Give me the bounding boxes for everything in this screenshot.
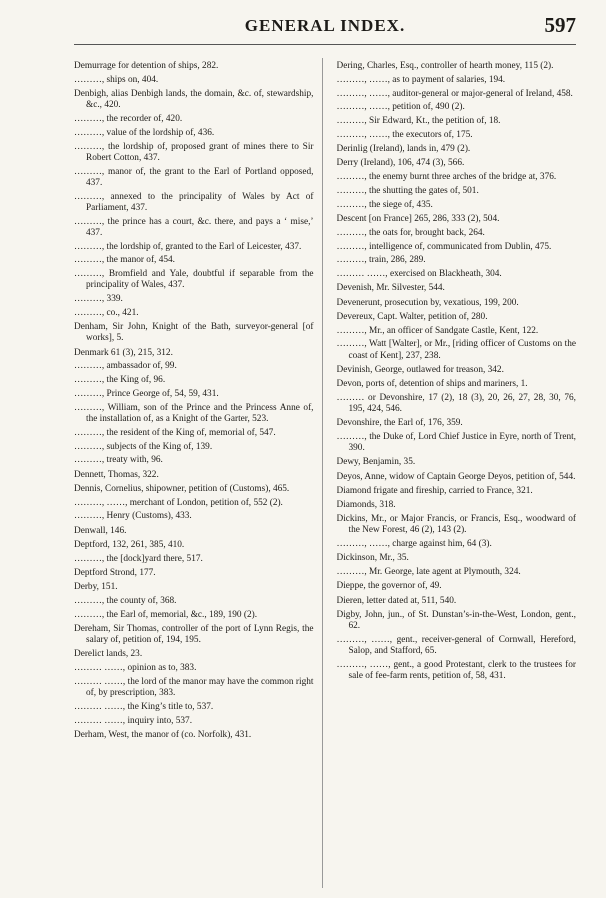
index-entry: ………, William, son of the Prince and the Princess Anne of, the installation of, as a Knight of the Garter, 523. <box>74 402 314 424</box>
index-entry: ………, the Earl of, memorial, &c., 189, 190 (2). <box>74 609 258 620</box>
index-entry: ………, the [dock]yard there, 517. <box>74 553 203 564</box>
index-entry: Dickins, Mr., or Major Francis, or Francis, Esq., woodward of the New Forest, 46 (2), 143 (2). <box>336 514 576 536</box>
index-entry: ………, ……, petition of, 490 (2). <box>336 102 465 113</box>
page-header <box>74 10 576 45</box>
index-entry: ……… ……, exercised on Blackheath, 304. <box>336 269 502 280</box>
index-entry: ………, Henry (Customs), 433. <box>74 511 192 522</box>
index-entry: ………, treaty with, 96. <box>74 455 163 466</box>
index-entry: ………, the lordship of, proposed grant of mines there to Sir Robert Cotton, 437. <box>74 141 314 163</box>
index-entry: Dennett, Thomas, 322. <box>74 469 159 480</box>
index-entry: Demurrage for detention of ships, 282. <box>74 61 219 71</box>
index-entry: Devinish, George, outlawed for treason, 342. <box>336 364 504 375</box>
index-entry: ………, ……, merchant of London, petition of, 552 (2). <box>74 497 283 508</box>
index-entry: ………, the prince has a court, &c. there, and pays a ‘ mise,’ 437. <box>74 216 314 238</box>
index-entry: ………, ……, gent., a good Protestant, clerk to the trustees for sale of fee-farm rents, petition of, 58, 431. <box>336 659 576 682</box>
index-entry: ……… ……, the King’s title to, 537. <box>74 701 214 712</box>
index-entry: Denham, Sir John, Knight of the Bath, surveyor-general [of works], 5. <box>74 322 314 344</box>
index-entry: Dennis, Cornelius, shipowner, petition of (Customs), 465. <box>74 483 290 494</box>
index-entry: Digby, John, jun., of St. Dunstan’s-in-the-West, London, gent., 62. <box>336 609 576 632</box>
index-entry: ………, manor of, the grant to the Earl of Portland opposed, 437. <box>74 166 314 188</box>
index-entry: Devenerunt, prosecution by, vexatious, 199, 200. <box>336 297 519 308</box>
index-entry: ………, ……, auditor-general or major-general of Ireland, 458. <box>336 88 573 99</box>
index-entry: ………, Watt [Walter], or Mr., [riding officer of Customs on the coast of Kent], 237, 238. <box>336 339 576 361</box>
index-entry: ………, the King of, 96. <box>74 375 166 386</box>
index-entry: ……… ……, opinion as to, 383. <box>74 662 197 673</box>
index-entry: Dickinson, Mr., 35. <box>336 553 409 564</box>
index-entry: ………, the recorder of, 420. <box>74 114 183 124</box>
index-entry: Derelict lands, 23. <box>74 649 143 660</box>
index-entry: ………, the manor of, 454. <box>74 255 175 266</box>
index-entry: ………, annexed to the principality of Wales by Act of Parliament, 437. <box>74 191 314 213</box>
index-entry: ……… ……, the lord of the manor may have the common right of, by prescription, 383. <box>74 676 314 698</box>
index-entry: Dieren, letter dated at, 511, 540. <box>336 595 457 606</box>
index-entry: ………, the resident of the King of, memorial of, 547. <box>74 427 276 438</box>
index-entry: ………, ……, charge against him, 64 (3). <box>336 539 492 550</box>
index-entry: ………, the enemy burnt three arches of the bridge at, 376. <box>336 172 557 183</box>
index-entry: ………, ambassador of, 99. <box>74 361 177 372</box>
index-entry: Dereham, Sir Thomas, controller of the port of Lynn Regis, the salary of, petition of, 194, 195. <box>74 623 314 645</box>
index-entry: Diamond frigate and fireship, carried to France, 321. <box>336 485 533 496</box>
index-entry: ………, the siege of, 435. <box>336 199 433 210</box>
index-entry: ………, Prince George of, 54, 59, 431. <box>74 388 219 399</box>
index-entry: Dieppe, the governor of, 49. <box>336 581 442 592</box>
index-entry: ………, the oats for, brought back, 264. <box>336 227 485 238</box>
index-entry: ………, Mr. George, late agent at Plymouth, 324. <box>336 567 521 578</box>
index-entry: ………, co., 421. <box>74 307 139 318</box>
index-entry: Derby, 151. <box>74 581 118 592</box>
index-entry: Denmark 61 (3), 215, 312. <box>74 347 173 358</box>
index-entry: Diamonds, 318. <box>336 500 396 510</box>
index-entry: Denbigh, alias Denbigh lands, the domain, &c. of, stewardship, &c., 420. <box>74 89 314 111</box>
index-entry: ………, Sir Edward, Kt., the petition of, 18. <box>336 116 501 127</box>
index-entry: Deptford Strond, 177. <box>74 567 156 578</box>
index-entry: Dering, Charles, Esq., controller of hearth money, 115 (2). <box>336 61 554 71</box>
index-entry: Devenish, Mr. Silvester, 544. <box>336 283 445 294</box>
index-entry: ………, ……, gent., receiver-general of Cornwall, Hereford, Salop, and Stafford, 65. <box>336 634 576 657</box>
index-entry: Devereux, Capt. Walter, petition of, 280. <box>336 311 488 322</box>
index-entry: ………, subjects of the King of, 139. <box>74 441 213 452</box>
page-number: 597 <box>544 13 576 37</box>
index-entry: ………, Mr., an officer of Sandgate Castle, Kent, 122. <box>336 325 539 336</box>
index-entry: ………, intelligence of, communicated from Dublin, 475. <box>336 241 552 252</box>
index-entry: Devonshire, the Earl of, 176, 359. <box>336 418 463 429</box>
index-entry: ………, ……, as to payment of salaries, 194. <box>336 74 506 85</box>
index-entry: Derham, West, the manor of (co. Norfolk), 431. <box>74 729 252 740</box>
index-entry: ………, Bromfield and Yale, doubtful if separable from the principality of Wales, 437. <box>74 269 314 291</box>
index-entry: ………, the Duke of, Lord Chief Justice in Eyre, north of Trent, 390. <box>336 431 576 454</box>
index-entry: Derinlig (Ireland), lands in, 479 (2). <box>336 144 471 155</box>
index-entry: ………, the shutting the gates of, 501. <box>336 185 479 196</box>
index-entry: Devon, ports of, detention of ships and mariners, 1. <box>336 378 528 389</box>
index-entry: ………, train, 286, 289. <box>336 255 426 266</box>
index-entry: ………, ships on, 404. <box>74 74 159 85</box>
running-title: GENERAL INDEX. <box>244 16 406 35</box>
index-entry: Denwall, 146. <box>74 525 127 536</box>
index-column-left <box>74 58 323 888</box>
index-entry: ………, the lordship of, granted to the Earl of Leicester, 437. <box>74 241 302 252</box>
index-entry: ………, ……, the executors of, 175. <box>336 129 473 140</box>
index-entry: ……… or Devonshire, 17 (2), 18 (3), 20, 26, 27, 28, 30, 76, 195, 424, 546. <box>336 392 576 414</box>
index-entry: Derry (Ireland), 106, 474 (3), 566. <box>336 158 465 169</box>
index-entry: ………, 339. <box>74 294 123 305</box>
index-entry: ………, value of the lordship of, 436. <box>74 127 215 138</box>
index-entry: Dewy, Benjamin, 35. <box>336 457 416 468</box>
index-entry: Deptford, 132, 261, 385, 410. <box>74 539 185 550</box>
index-entry: Deyos, Anne, widow of Captain George Deyos, petition of, 544. <box>336 471 576 482</box>
index-entry: ……… ……, inquiry into, 537. <box>74 715 193 726</box>
index-columns <box>74 58 576 888</box>
index-entry: ………, the county of, 368. <box>74 595 177 606</box>
index-column-right <box>337 58 577 888</box>
index-entry: Descent [on France] 265, 286, 333 (2), 504. <box>336 213 500 224</box>
